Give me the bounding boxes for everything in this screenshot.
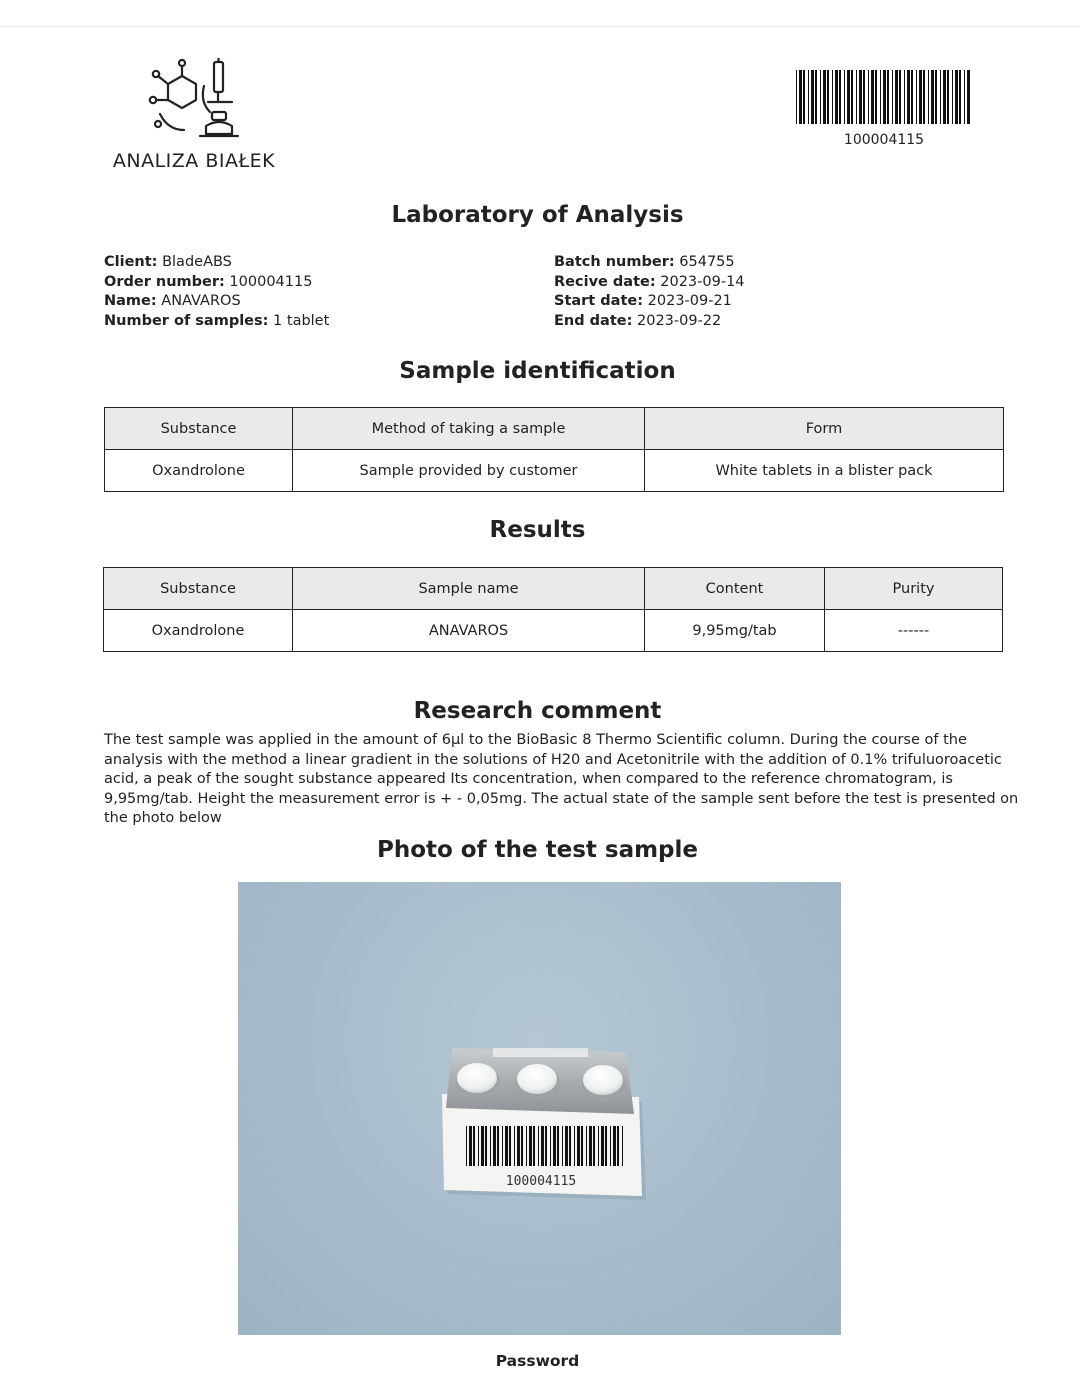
table-header-cell: Sample name [293, 568, 645, 610]
table-row [105, 450, 1004, 492]
table-header-cell: Substance [105, 408, 293, 450]
table-header-cell: Substance [104, 568, 293, 610]
research-comment-text: The test sample was applied in the amount of 6µl to the BioBasic 8 Thermo Scientific column. During the course of the analysis with the method a linear gradient in the solutions of H20 and Acetonitrile with the addition of 0.1% trifuluoroacetic acid, a peak of the sought substance appeared Its concentration, when compared to the reference chromatogram, is 9,95mg/tab. Height the measurement error is + - 0,05mg. The actual state of the sample sent before the test is presented on the photo below [104, 732, 1019, 826]
info-end-date: End date: 2023-09-22 [554, 313, 722, 330]
barcode-number: 100004115 [843, 132, 925, 148]
table-header-cell: Method of taking a sample [293, 408, 645, 450]
barcode-icon [796, 70, 972, 124]
sample-identification-heading: Sample identification [399, 358, 676, 384]
info-number-of-samples: Number of samples: 1 tablet [104, 313, 330, 330]
table-cell: Oxandrolone [105, 450, 293, 492]
info-left [104, 253, 329, 332]
table-cell: 9,95mg/tab [645, 610, 825, 652]
page-title: Laboratory of Analysis [391, 202, 684, 228]
research-comment-heading: Research comment [413, 698, 662, 724]
info-order-number: Order number: 100004115 [104, 273, 313, 290]
results-heading: Results [489, 517, 586, 543]
results-table [103, 567, 1003, 652]
company-logo [104, 58, 284, 178]
info-name: Name: ANAVAROS [104, 293, 241, 310]
photo-label-number: 100004115 [505, 1174, 577, 1189]
logo-text: ANALIZA BIAŁEK [112, 150, 276, 172]
sample-identification-table [104, 407, 1004, 492]
top-divider [0, 26, 1080, 27]
barcode [796, 70, 972, 148]
table-row [104, 610, 1003, 652]
info-batch-number: Batch number: 654755 [554, 254, 735, 270]
table-header-row [105, 408, 1004, 450]
info-client: Client: BladeABS [104, 254, 232, 270]
table-header-cell: Purity [825, 568, 1003, 610]
info-right [554, 253, 745, 332]
table-header-cell: Form [645, 408, 1004, 450]
info-receive-date: Recive date: 2023-09-14 [554, 273, 745, 290]
table-header-row [104, 568, 1003, 610]
blister-pack-photo-icon [238, 882, 841, 1335]
table-cell: Oxandrolone [104, 610, 293, 652]
table-header-cell: Content [645, 568, 825, 610]
footer-password-label: Password [495, 1352, 580, 1370]
table-cell: ANAVAROS [293, 610, 645, 652]
sample-photo [238, 882, 841, 1335]
table-cell: White tablets in a blister pack [645, 450, 1004, 492]
photo-heading: Photo of the test sample [376, 837, 699, 863]
molecule-microscope-logo-icon [146, 58, 246, 143]
table-cell: ------ [825, 610, 1003, 652]
table-cell: Sample provided by customer [293, 450, 645, 492]
info-start-date: Start date: 2023-09-21 [554, 293, 732, 310]
